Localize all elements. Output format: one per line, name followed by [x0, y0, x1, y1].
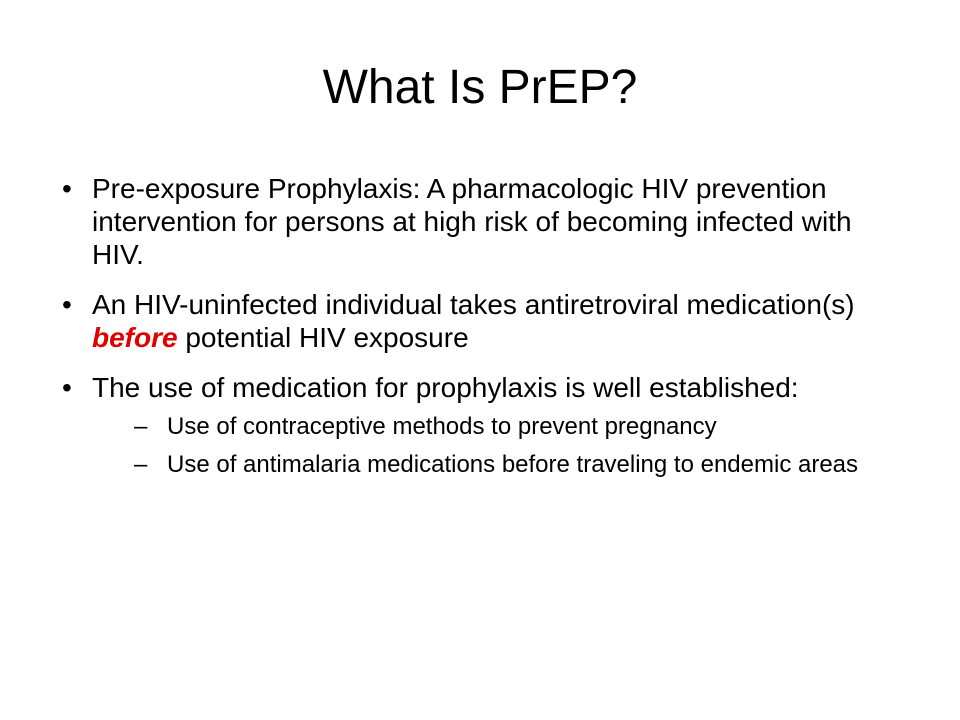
subbullet-contraceptive [92, 412, 902, 441]
subbullet-antimalaria [92, 450, 902, 479]
bullet-marker: • [62, 173, 72, 204]
bullet-item-before-exposure [62, 288, 902, 354]
bullet-text: The use of medication for prophylaxis is well established: [92, 372, 799, 403]
subbullet-list [92, 412, 902, 479]
slide-title: What Is PrEP? [322, 61, 638, 114]
bullet-marker: • [62, 289, 72, 320]
bullet-text-before: An HIV-uninfected individual takes antiretroviral medication(s) [92, 289, 855, 320]
emphasis-before: before [92, 322, 178, 353]
bullet-text-after: potential HIV exposure [177, 322, 469, 353]
subbullet-marker: – [134, 413, 148, 440]
bullet-text: Pre-exposure Prophylaxis: A pharmacologic HIV prevention intervention for persons at high risk of becoming infected with HIV. [92, 173, 852, 270]
subbullet-text: Use of antimalaria medications before traveling to endemic areas [167, 451, 859, 478]
subbullet-marker: – [134, 451, 148, 478]
bullet-item-prep-definition [62, 172, 902, 271]
subbullet-text: Use of contraceptive methods to prevent pregnancy [167, 413, 717, 440]
bullet-item-established-use [62, 371, 902, 479]
bullet-list [62, 172, 902, 496]
bullet-marker: • [62, 372, 72, 403]
